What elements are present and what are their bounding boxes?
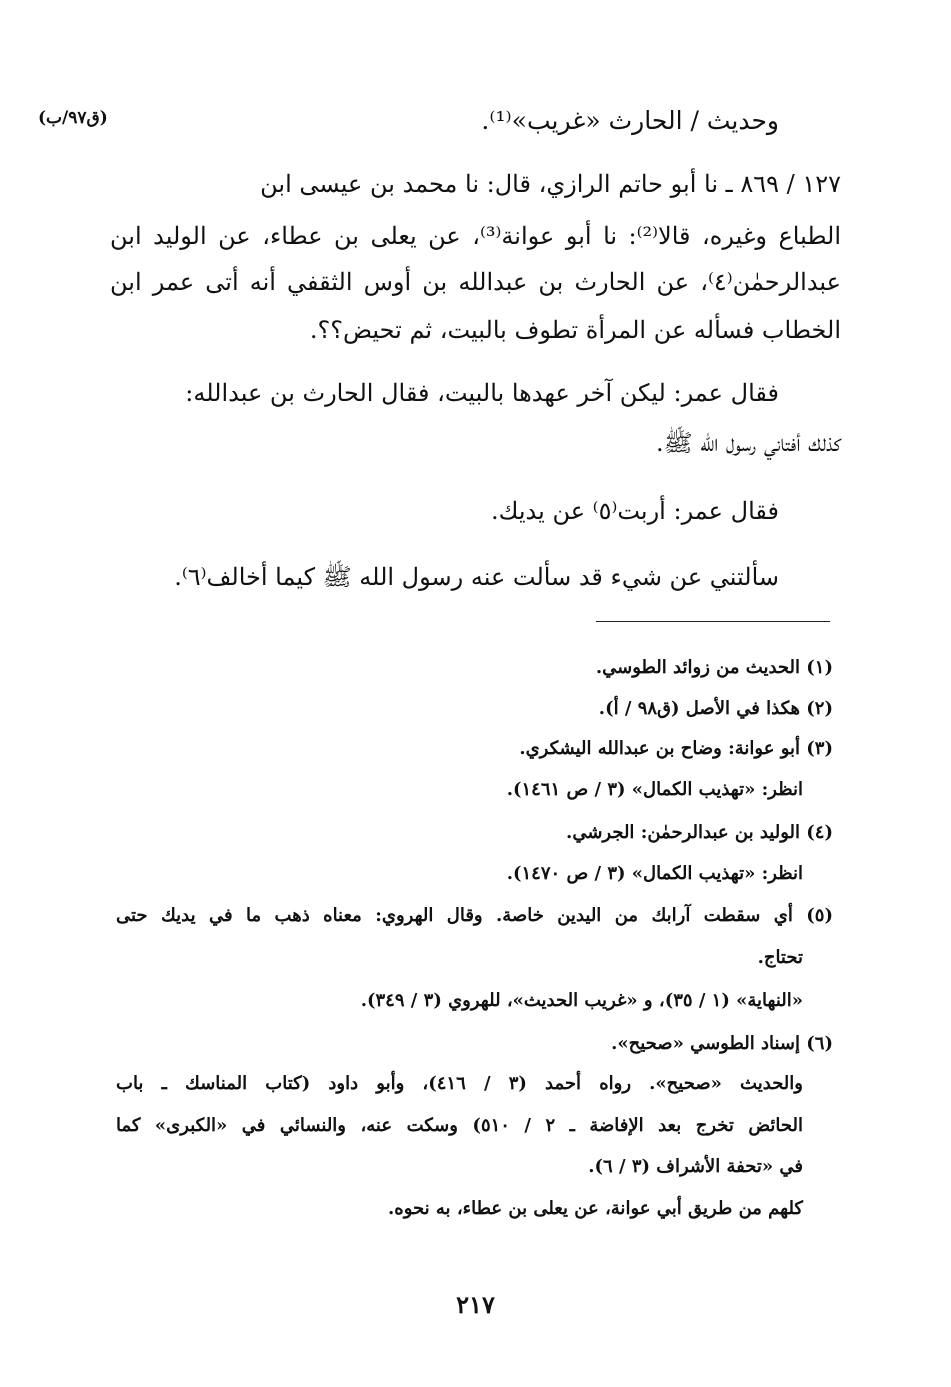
arabt-line: فقال عمر: أربت⁽٥⁾ عن يديك. (491, 497, 779, 525)
footnote-line-2: (٢) هكذا في الأصل (ق٩٨ / أ). (598, 698, 833, 719)
footnote-line-6: انظر: «تهذيب الكمال» (٣ / ص ١٤٧٠). (506, 863, 803, 884)
footnote-line-3: (٣) أبو عوانة: وضاح بن عبدالله اليشكري. (519, 738, 833, 759)
manuscript-folio-ref: (ق٩٧/ب) (38, 108, 108, 128)
footnote-line-1: (١) الحديث من زوائد الطوسي. (595, 657, 833, 678)
page-number: ٢١٧ (456, 1290, 495, 1319)
hadith-line-2: الطباع وغيره، قالا⁽²⁾: نا أبو عوانة⁽³⁾، عن يعلى بن عطاء، عن الوليد ابن (110, 222, 841, 250)
hadith-line-3: عبدالرحمٰن⁽٤⁾، عن الحارث بن عبدالله بن أوس الثقفي أنه أتى عمر ابن (110, 268, 841, 296)
footnote-line-4: انظر: «تهذيب الكمال» (٣ / ص ١٤٦١). (506, 779, 803, 800)
footnote-line-14: كلهم من طريق أبي عوانة، عن يعلى بن عطاء، به نحوه. (388, 1198, 803, 1219)
footnote-line-5: (٤) الوليد بن عبدالرحمٰن: الجرشي. (566, 822, 833, 843)
intro-line: وحديث / الحارث «غريب»⁽¹⁾. (481, 106, 779, 135)
hadith-line-1: ١٢٧ / ٨٦٩ ـ نا أبو حاتم الرازي، قال: نا محمد بن عيسى ابن (260, 170, 841, 198)
asked-line: سألتني عن شيء قد سألت عنه رسول الله ﷺ كيما أخالف⁽٦⁾. (174, 563, 779, 591)
footnote-line-11: والحديث «صحيح». رواه أحمد (٣ / ٤١٦)، وأبو داود (كتاب المناسك ـ باب (116, 1073, 803, 1094)
umar-line-2: كذلك أفتاني رسول الله ﷺ. (656, 429, 841, 457)
footnote-line-12: الحائض تخرج بعد الإفاضة ـ ٢ / ٥١٠) وسكت عنه، والنسائي في «الكبرى» كما (116, 1115, 804, 1136)
footnote-line-10: (٦) إسناد الطوسي «صحيح». (611, 1033, 833, 1054)
footnote-line-9: «النهاية» (١ / ٣٥)، و «غريب الحديث»، للهروي (٣ / ٣٤٩). (360, 990, 803, 1011)
footnote-line-13: في «تحفة الأشراف (٣ / ٦). (588, 1156, 803, 1177)
hadith-line-4: الخطاب فسأله عن المرأة تطوف بالبيت، ثم تحيض؟؟. (309, 316, 841, 344)
umar-line-1: فقال عمر: ليكن آخر عهدها بالبيت، فقال الحارث بن عبدالله: (185, 379, 779, 407)
footnote-line-8: تحتاج. (757, 947, 803, 968)
footnote-line-7: (٥) أي سقطت آرابك من اليدين خاصة. وقال الهروي: معناه ذهب ما في يديك حتى (116, 905, 833, 926)
footnote-separator (596, 621, 830, 622)
